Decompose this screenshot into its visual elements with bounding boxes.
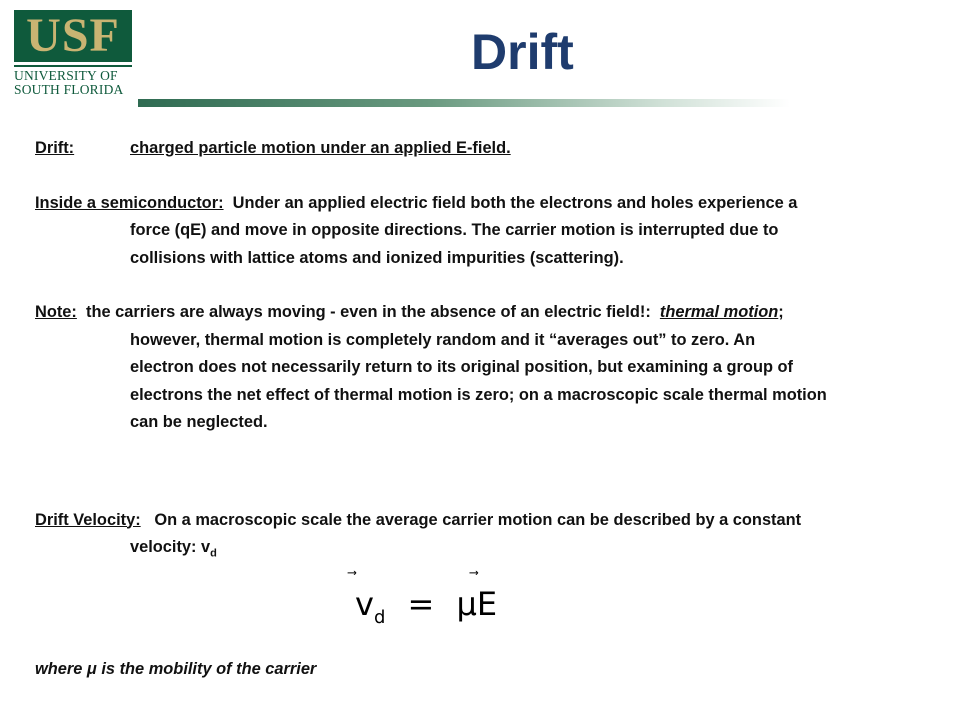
inside-semiconductor-line3: collisions with lattice atoms and ionized impurities (scattering). (130, 248, 624, 267)
inside-semiconductor-line2: force (qE) and move in opposite directions. The carrier motion is interrupted due to (130, 221, 779, 239)
drift-velocity-label: Drift Velocity: (35, 510, 141, 529)
drift-velocity-line1: Drift Velocity: On a macroscopic scale the average carrier motion can be described by a constant (35, 510, 802, 529)
velocity-vector: v (355, 585, 374, 623)
thermal-motion-term: thermal motion (659, 303, 779, 321)
equals-sign: = (407, 585, 435, 623)
mobility-symbol: μ (456, 585, 477, 623)
inside-semiconductor-line1: Inside a semiconductor: Under an applied electric field both the electrons and holes experience a (35, 193, 798, 212)
drift-label: Drift: (35, 139, 75, 157)
drift-velocity-line2: velocity: $v_d$ (130, 538, 217, 560)
usf-logo-mark: USF (14, 10, 132, 62)
note-line2: however, thermal motion is completely random and it “averages out” to zero. An (130, 330, 756, 349)
mobility-footnote: where μ is the mobility of the carrier (35, 660, 317, 678)
note-line1: Note: the carriers are always moving - even in the absence of an electric field!: thermal motion; (35, 303, 784, 321)
drift-definition-text: charged particle motion under an applied E-field. (130, 139, 511, 157)
slide-title: Drift (471, 24, 574, 80)
usf-logo (14, 10, 138, 97)
note-line3: electron does not necessarily return to its original position, but examining a group of (130, 358, 793, 376)
slide-body (35, 135, 935, 568)
field-vector: E (476, 585, 498, 623)
drift-definition (35, 135, 935, 163)
note-label: Note: (35, 303, 77, 321)
logo-divider (14, 65, 132, 67)
drift-velocity-equation: $v_d = \mu$ E (355, 585, 498, 628)
note-line4: electrons the net effect of thermal motion is zero; on a macroscopic scale thermal motion (130, 385, 827, 404)
title-underline-bar (138, 99, 790, 107)
note-line5: can be neglected. (130, 413, 268, 431)
inside-label: Inside a semiconductor: (35, 193, 224, 212)
usf-logo-text: UNIVERSITY OF SOUTH FLORIDA (14, 68, 124, 97)
